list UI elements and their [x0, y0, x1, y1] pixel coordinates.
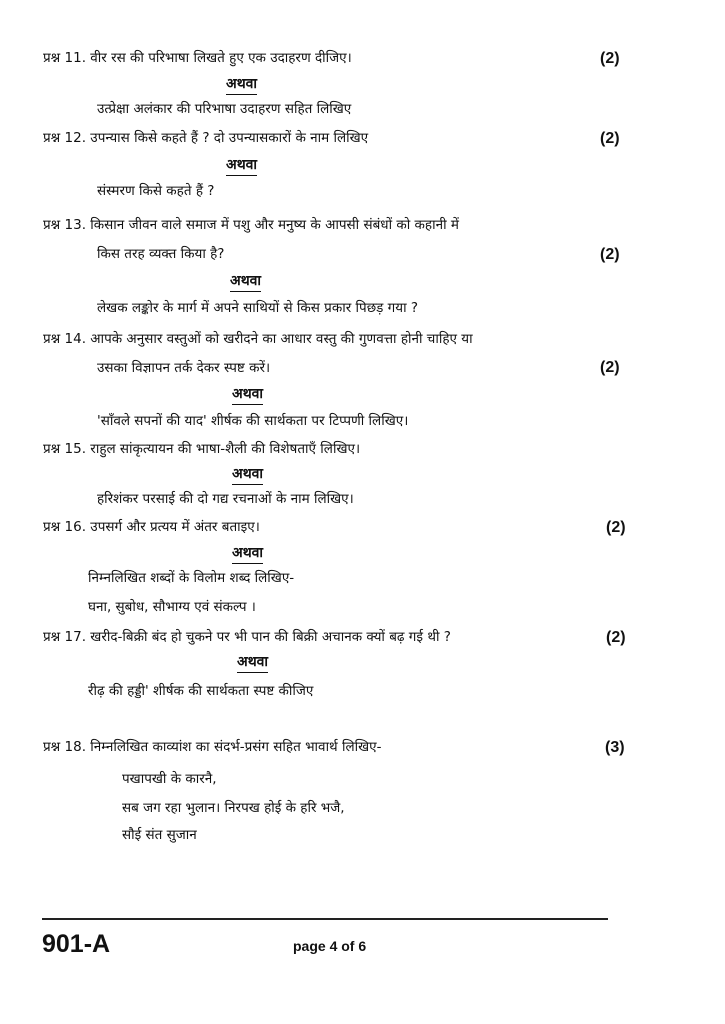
marks-q11: (2)	[600, 50, 620, 67]
poem-line: पखापखी के कारनै,	[122, 771, 217, 787]
question-label: प्रश्न 18.	[43, 739, 86, 755]
alt-question-12: संस्मरण किसे कहते हैं ?	[97, 183, 215, 199]
alt-question-11: उत्प्रेक्षा अलंकार की परिभाषा उदाहरण सहित लिखिए	[97, 101, 352, 117]
paper-code: 901-A	[42, 930, 111, 958]
question-label: प्रश्न 12.	[43, 130, 86, 146]
footer-divider	[42, 918, 608, 920]
marks-q13: (2)	[600, 246, 620, 263]
question-text: वीर रस की परिभाषा लिखते हुए एक उदाहरण दीजिए।	[90, 50, 352, 66]
alt-question-14: 'साँवले सपनों की याद' शीर्षक की सार्थकता पर टिप्पणी लिखिए।	[97, 413, 409, 429]
question-text: उपसर्ग और प्रत्यय में अंतर बताइए।	[90, 519, 260, 535]
or-divider: अथवा	[232, 464, 263, 485]
question-13	[43, 215, 459, 235]
question-text: निम्नलिखित काव्यांश का संदर्भ-प्रसंग सहित भावार्थ लिखिए-	[90, 739, 382, 755]
or-divider: अथवा	[226, 74, 257, 95]
page-number: page 4 of 6	[293, 938, 367, 954]
question-label: प्रश्न 16.	[43, 519, 86, 535]
or-divider: अथवा	[237, 652, 268, 673]
question-14-cont: उसका विज्ञापन तर्क देकर स्पष्ट करें।	[97, 360, 271, 376]
poem-line: सब जग रहा भुलान। निरपख होई के हरि भजै,	[122, 800, 345, 816]
or-divider: अथवा	[226, 155, 257, 176]
marks-q16: (2)	[606, 519, 626, 536]
marks-q12: (2)	[600, 130, 620, 147]
alt-question-13: लेखक लङ्कोर के मार्ग में अपने साथियों से किस प्रकार पिछड़ गया ?	[97, 300, 419, 316]
question-label: प्रश्न 11.	[43, 50, 86, 66]
question-text: किसान जीवन वाले समाज में पशु और मनुष्य के आपसी संबंधों को कहानी में	[90, 217, 459, 233]
marks-q17: (2)	[606, 629, 626, 646]
question-text: खरीद-बिक्री बंद हो चुकने पर भी पान की बिक्री अचानक क्यों बढ़ गई थी ?	[90, 629, 451, 645]
question-11	[43, 48, 352, 68]
alt-question-16-words: घना, सुबोध, सौभाग्य एवं संकल्प ।	[88, 599, 256, 615]
poem-line: सौई संत सुजान	[122, 827, 197, 843]
question-text: उपन्यास किसे कहते हैं ? दो उपन्यासकारों के नाम लिखिए	[90, 130, 369, 146]
question-13-cont: किस तरह व्यक्त किया है?	[97, 246, 225, 262]
question-label: प्रश्न 17.	[43, 629, 86, 645]
or-divider: अथवा	[232, 543, 263, 564]
alt-question-15: हरिशंकर परसाई की दो गद्य रचनाओं के नाम लिखिए।	[97, 491, 354, 507]
question-18	[43, 737, 382, 757]
question-16	[43, 517, 260, 537]
marks-q14: (2)	[600, 359, 620, 376]
question-label: प्रश्न 15.	[43, 441, 86, 457]
question-label: प्रश्न 13.	[43, 217, 86, 233]
alt-question-17: रीढ़ की हड्डी' शीर्षक की सार्थकता स्पष्ट कीजिए	[88, 683, 314, 699]
or-divider: अथवा	[230, 271, 261, 292]
question-17	[43, 627, 451, 647]
question-label: प्रश्न 14.	[43, 331, 86, 347]
question-text: आपके अनुसार वस्तुओं को खरीदने का आधार वस्तु की गुणवत्ता होनी चाहिए या	[90, 331, 473, 347]
question-12	[43, 128, 368, 148]
marks-q18: (3)	[605, 739, 625, 756]
question-15	[43, 439, 360, 459]
or-divider: अथवा	[232, 384, 263, 405]
question-14	[43, 329, 473, 349]
alt-question-16: निम्नलिखित शब्दों के विलोम शब्द लिखिए-	[88, 570, 295, 586]
question-text: राहुल सांकृत्यायन की भाषा-शैली की विशेषताएँ लिखिए।	[90, 441, 361, 457]
